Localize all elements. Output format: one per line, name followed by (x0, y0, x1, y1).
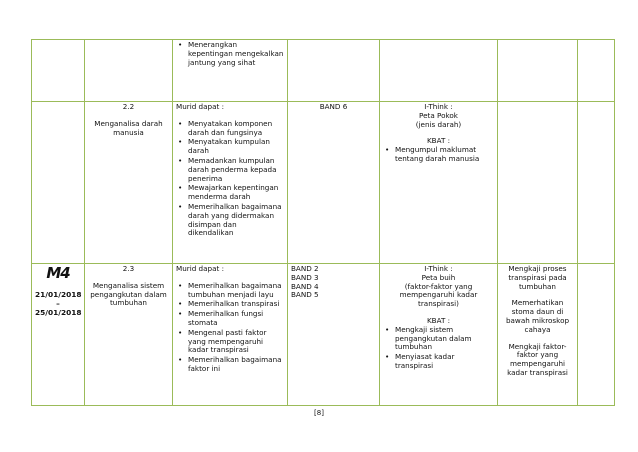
objective-list (176, 282, 284, 374)
cell-activity (498, 40, 578, 102)
cell-objectives (173, 102, 288, 264)
cell-activity (498, 102, 578, 264)
ithink-topic: (jenis darah) (415, 119, 462, 129)
objective-item: • Menyatakan komponen darah dan fungsinya (188, 120, 284, 138)
ithink-topic: (faktor-faktor yang mempengaruhi kadar transpirasi) (399, 281, 478, 309)
cell-band (288, 264, 380, 406)
objective-item: • Memerihalkan fungsi stomata (188, 310, 284, 328)
table-row-1 (32, 40, 615, 102)
cell-standard (85, 40, 173, 102)
cell-ithink (380, 264, 498, 406)
kbat-label: KBAT : (426, 136, 451, 146)
band-label: BAND 4 (291, 281, 319, 291)
objective-item: • Menyatakan kumpulan darah (188, 138, 284, 156)
cell-standard (85, 102, 173, 264)
kbat-item: • Mengumpul maklumat tentang darah manusia (395, 146, 494, 164)
objective-item: • Memerihalkan bagaimana tumbuhan menjadi layu (188, 282, 284, 300)
objective-item: • Menerangkan kepentingan mengekalkan jantung yang sihat (188, 41, 284, 67)
ithink-map: Peta Pokok (419, 110, 458, 120)
objective-list (176, 120, 284, 238)
date-start: 21/01/2018 (35, 290, 82, 299)
lesson-plan-table (31, 39, 615, 406)
cell-week (32, 264, 85, 406)
objective-item: • Mengenal pasti faktor yang mempengaruhi kadar transpirasi (188, 329, 284, 355)
kbat-list (383, 146, 494, 164)
kbat-item: • Menyiasat kadar transpirasi (395, 353, 494, 371)
band-label: BAND 3 (291, 272, 319, 282)
ithink-label: I-Think : (424, 102, 453, 111)
objective-intro: Murid dapat : (176, 264, 225, 273)
band-label: BAND 5 (291, 290, 319, 300)
cell-objectives (173, 40, 288, 102)
cell-notes (578, 102, 615, 264)
objective-list (176, 41, 284, 67)
standard-title: Menganalisa darah manusia (94, 118, 163, 137)
kbat-list (383, 326, 494, 371)
cell-ithink (380, 102, 498, 264)
standard-code: 2.3 (122, 264, 135, 273)
band-label: BAND 2 (291, 264, 319, 273)
date-separator: – (56, 298, 60, 308)
table-row-2 (32, 102, 615, 264)
cell-notes (578, 40, 615, 102)
cell-ithink (380, 40, 498, 102)
cell-notes (578, 264, 615, 406)
objective-item: • Memerihalkan bagaimana darah yang didermakan disimpan dan dikendalikan (188, 203, 284, 238)
cell-standard (85, 264, 173, 406)
objective-item: • Memadankan kumpulan darah penderma kepada penerima (188, 157, 284, 183)
table-row-3 (32, 264, 615, 406)
week-code: M4 (46, 264, 70, 282)
ithink-label: I-Think : (424, 264, 453, 273)
cell-band (288, 102, 380, 264)
cell-activity (498, 264, 578, 406)
objective-item: • Mewajarkan kepentingan menderma darah (188, 184, 284, 202)
standard-title: Menganalisa sistem pengangkutan dalam tumbuhan (90, 280, 167, 308)
standard-code: 2.2 (122, 102, 135, 111)
activity-text: Mengkaji faktor-faktor yang mempengaruhi kadar transpirasi (507, 341, 568, 377)
date-end: 25/01/2018 (35, 307, 82, 317)
objective-item: • Memerihalkan bagaimana faktor ini (188, 356, 284, 374)
activity-text: Mengkaji proses transpirasi pada tumbuhan (508, 264, 567, 291)
activity-text: Memerhatikan stoma daun di bawah mikroskop cahaya (505, 298, 570, 334)
cell-week (32, 102, 85, 264)
ithink-map: Peta buih (421, 272, 456, 282)
objective-item: • Memerihalkan transpirasi (188, 300, 284, 309)
kbat-label: KBAT : (426, 315, 451, 325)
page-number: [8] (314, 409, 324, 417)
cell-week (32, 40, 85, 102)
objective-intro: Murid dapat : (176, 102, 225, 111)
cell-objectives (173, 264, 288, 406)
cell-band (288, 40, 380, 102)
band-label: BAND 6 (319, 102, 348, 111)
kbat-item: • Mengkaji sistem pengangkutan dalam tumbuhan (395, 326, 494, 352)
